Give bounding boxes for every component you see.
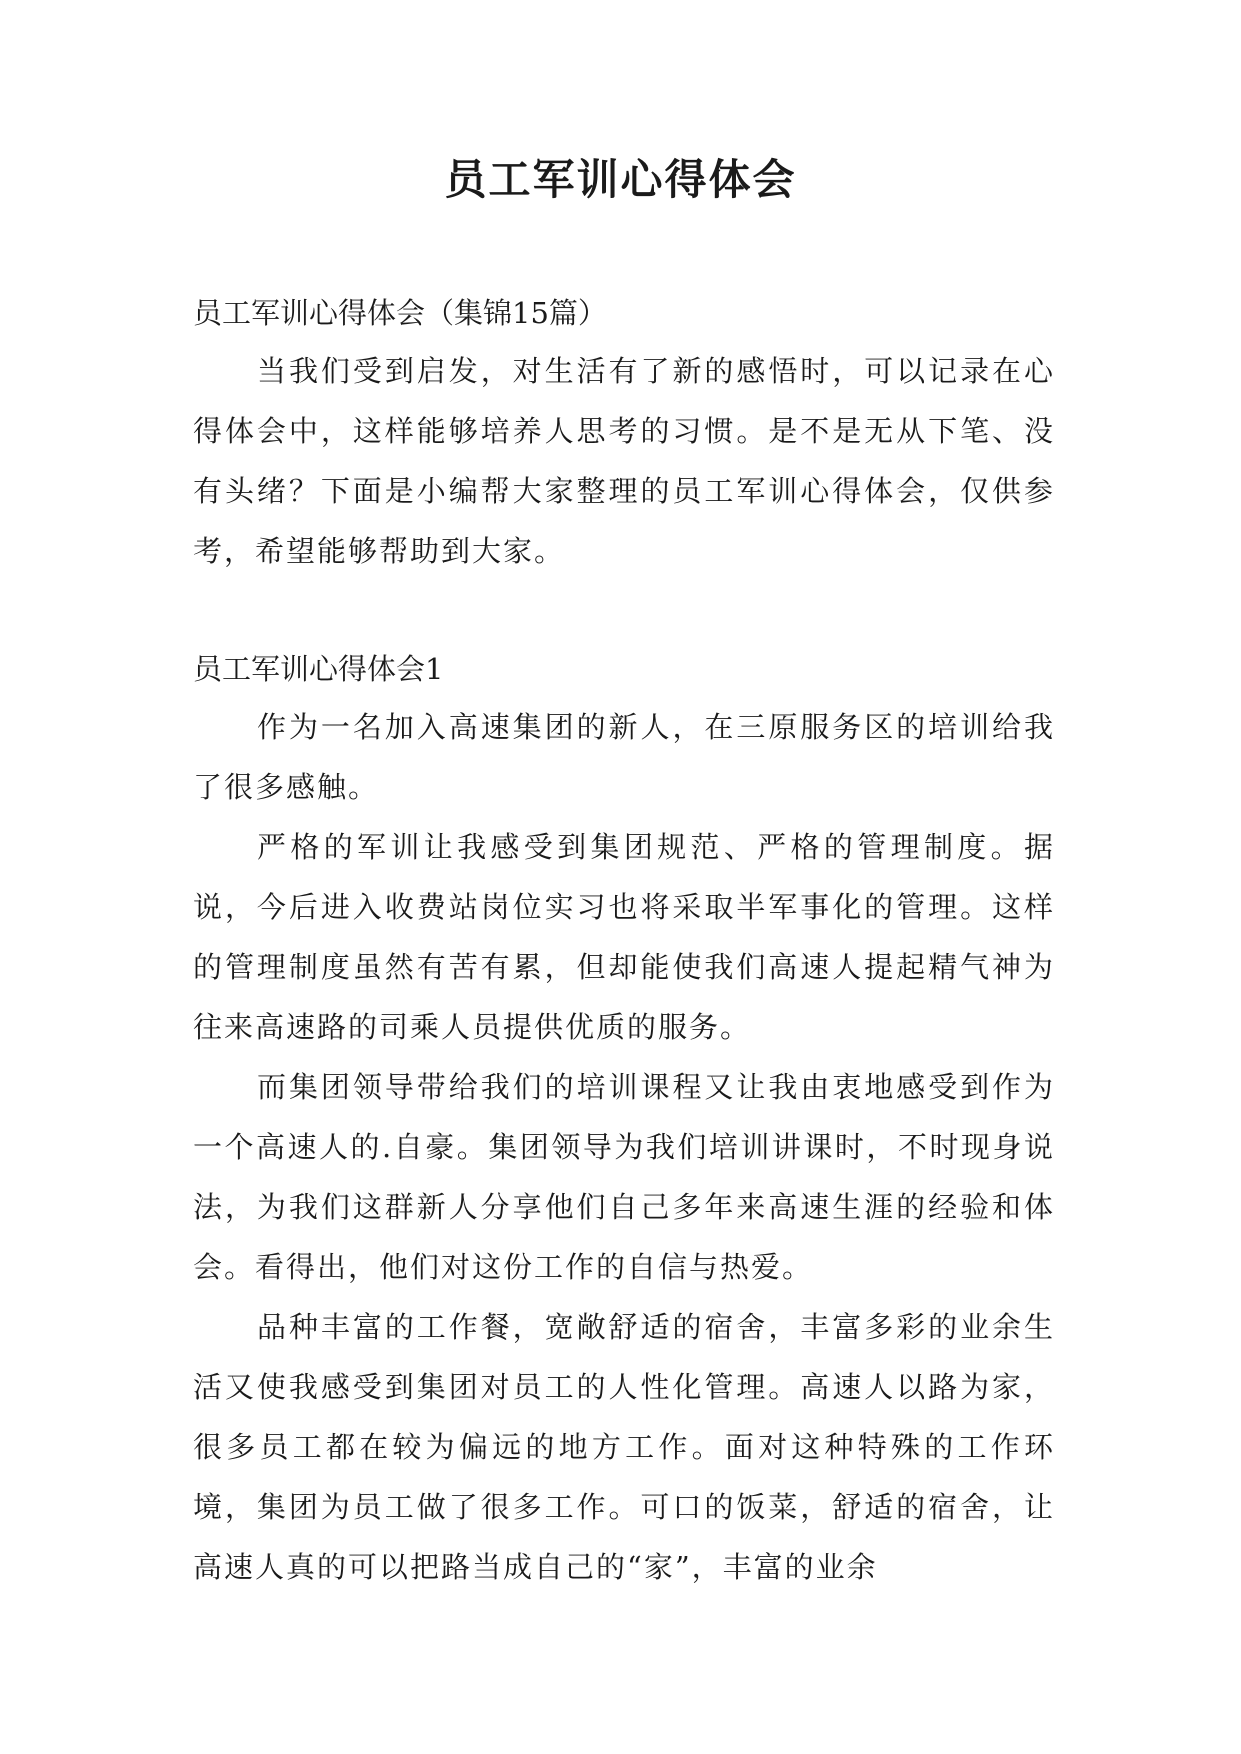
document-title: 员工军训心得体会	[444, 155, 797, 204]
intro-paragraph: 当我们受到启发，对生活有了新的感悟时，可以记录在心得体会中，这样能够培养人思考的习惯。是不是无从下笔、没有头绪？下面是小编帮大家整理的员工军训心得体会，仅供参考，希望能够帮助到大家。	[193, 354, 1055, 568]
document-body	[193, 285, 1055, 1597]
body-paragraph: 品种丰富的工作餐，宽敞舒适的宿舍，丰富多彩的业余生活又使我感受到集团对员工的人性化管理。高速人以路为家，很多员工都在较为偏远的地方工作。面对这种特殊的工作环境，集团为员工做了很多工作。可口的饭菜，舒适的宿舍，让高速人真的可以把路当成自己的“家”，丰富的业余	[193, 1310, 1055, 1584]
body-paragraph: 而集团领导带给我们的培训课程又让我由衷地感受到作为一个高速人的.自豪。集团领导为我们培训讲课时，不时现身说法，为我们这群新人分享他们自己多年来高速生涯的经验和体会。看得出，他们对这份工作的自信与热爱。	[193, 1070, 1055, 1284]
section-spacer	[193, 581, 1055, 641]
section-heading: 员工军训心得体会1	[193, 652, 444, 686]
body-paragraph: 严格的军训让我感受到集团规范、严格的管理制度。据说，今后进入收费站岗位实习也将采取半军事化的管理。这样的管理制度虽然有苦有累，但却能使我们高速人提起精气神为往来高速路的司乘人员提供优质的服务。	[193, 830, 1055, 1044]
document-subtitle: 员工军训心得体会（集锦15篇）	[193, 296, 607, 330]
body-paragraph: 作为一名加入高速集团的新人，在三原服务区的培训给我了很多感触。	[193, 710, 1055, 804]
